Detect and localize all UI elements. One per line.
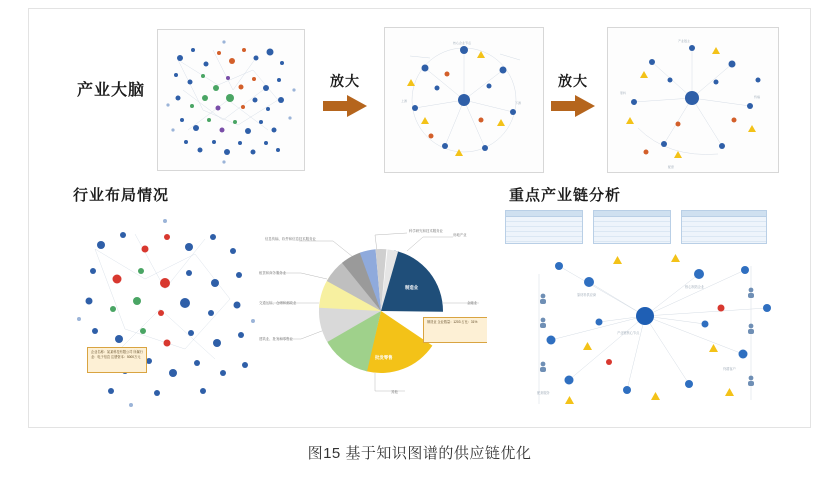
svg-text:其他: 其他 [391,390,398,394]
svg-text:信息传输、软件和信息技术服务业: 信息传输、软件和信息技术服务业 [265,237,316,241]
svg-text:建筑业、批发和零售业: 建筑业、批发和零售业 [259,337,293,341]
industry-brain-overview-panel[interactable] [157,29,305,171]
svg-text:配套: 配套 [668,165,675,169]
svg-text:下游: 下游 [515,101,522,105]
svg-text:终端客户: 终端客户 [723,367,736,371]
hub-node [636,307,654,325]
industry-brain-zoom-2-panel[interactable] [607,27,779,173]
svg-text:核心企业节点: 核心企业节点 [453,41,472,45]
svg-text:核心制造企业: 核心制造企业 [685,285,705,289]
svg-text:房地产业: 房地产业 [453,233,467,237]
industry-brain-label: 产业大脑 [77,82,146,99]
svg-text:制造业: 制造业 [405,285,419,290]
zoom-arrow-1 [317,71,373,117]
network-graph-icon [65,209,265,409]
svg-text:批发零售: 批发零售 [375,355,393,360]
industry-layout-title: 行业布局情况 [73,187,170,204]
network-node-tooltip: 企业名称：某某科技有限公司 所属行业：电子信息 注册资本：5000万元 [87,347,147,373]
svg-text:金融业: 金融业 [467,301,478,305]
svg-text:科学研究和技术服务业: 科学研究和技术服务业 [409,229,443,233]
key-chain-analysis-title: 重点产业链分析 [509,187,622,204]
graph-zoom-1-icon [385,28,543,172]
graph-overview-icon [158,30,304,170]
figure-container [28,8,811,428]
svg-text:配套服务: 配套服务 [537,391,550,395]
pie-chart-icon [257,207,487,409]
zoom-arrow-2-label: 放大 [558,73,588,89]
svg-text:原材料供应商: 原材料供应商 [577,293,597,297]
svg-text:产业链主: 产业链主 [678,39,691,43]
svg-text:原料: 原料 [620,91,627,95]
right-arrow-icon [551,95,595,117]
industry-share-pie-chart[interactable] [257,207,487,409]
industry-brain-zoom-1-panel[interactable] [384,27,544,173]
right-arrow-icon [323,95,367,117]
key-chain-analysis-board[interactable] [499,204,794,414]
svg-text:上游: 上游 [401,99,408,103]
industry-layout-network[interactable] [65,209,265,409]
svg-text:终端: 终端 [754,95,761,99]
svg-text:租赁和商务服务业: 租赁和商务服务业 [259,271,287,275]
graph-zoom-2-icon [608,28,778,172]
supply-chain-graph-icon [499,204,794,414]
svg-text:交通运输、仓储和邮政业: 交通运输、仓储和邮政业 [259,301,297,305]
zoom-arrow-1-label: 放大 [330,73,360,89]
svg-text:产业链核心节点: 产业链核心节点 [617,331,640,335]
zoom-arrow-2 [545,71,601,117]
pie-slice-tooltip: 制造业 企业数量：1203 占比：31% [423,317,487,343]
figure-caption: 图15 基于知识图谱的供应链优化 [307,445,532,462]
